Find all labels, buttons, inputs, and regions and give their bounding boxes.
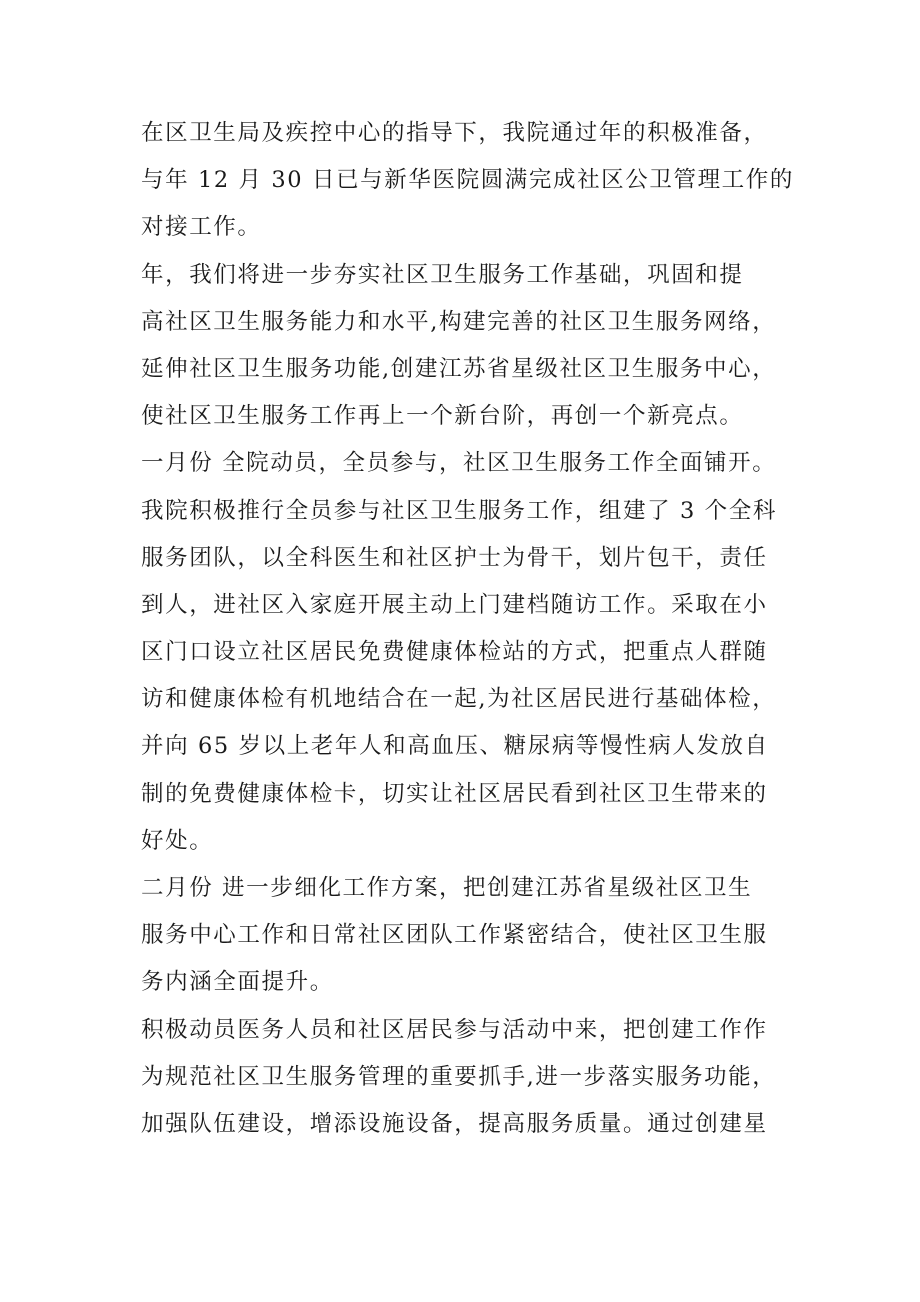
text-line: 积极动员医务人员和社区居民参与活动中来，把创建工作作 [141,1016,768,1043]
text-line: 服务中心工作和日常社区团队工作紧密结合，使社区卫生服 [141,922,768,949]
text-line: 好处。 [141,827,214,854]
text-line: 使社区卫生服务工作再上一个新台阶，再创一个新亮点。 [141,403,744,430]
document-body [141,110,801,1148]
text-line: 区门口设立社区居民免费健康体检站的方式，把重点人群随 [141,639,768,666]
text-line: 服务团队，以全科医生和社区护士为骨干，划片包干，责任 [141,544,768,571]
text-line: 到人，进社区入家庭开展主动上门建档随访工作。采取在小 [141,591,768,618]
text-line: 访和健康体检有机地结合在一起,为社区居民进行基础体检， [141,686,777,713]
text-line: 加强队伍建设，增添设施设备，提高服务质量。通过创建星 [141,1110,768,1137]
text-line: 在区卫生局及疾控中心的指导下，我院通过年的积极准备， [141,120,768,146]
text-line: 延伸社区卫生服务功能,创建江苏省星级社区卫生服务中心， [141,355,777,382]
text-line: 为规范社区卫生服务管理的重要抓手,进一步落实服务功能， [141,1063,777,1090]
text-line: 制的免费健康体检卡，切实让社区居民看到社区卫生带来的 [141,780,768,807]
text-line: 一月份 全院动员，全员参与，社区卫生服务工作全面铺开。 [141,450,777,477]
text-line: 务内涵全面提升。 [141,969,334,996]
text-line: 并向 65 岁以上老年人和高血压、糖尿病等慢性病人发放自 [141,733,769,760]
text-line: 年，我们将进一步夯实社区卫生服务工作基础，巩固和提 [141,261,744,288]
text-line: 与年 12 月 30 日已与新华医院圆满完成社区公卫管理工作的 [141,167,794,194]
text-line: 对接工作。 [141,214,262,241]
text-line: 我院积极推行全员参与社区卫生服务工作，组建了 3 个全科 [141,497,777,524]
text-line: 高社区卫生服务能力和水平,构建完善的社区卫生服务网络， [141,308,777,335]
text-line: 二月份 进一步细化工作方案，把创建江苏省星级社区卫生 [141,875,753,901]
